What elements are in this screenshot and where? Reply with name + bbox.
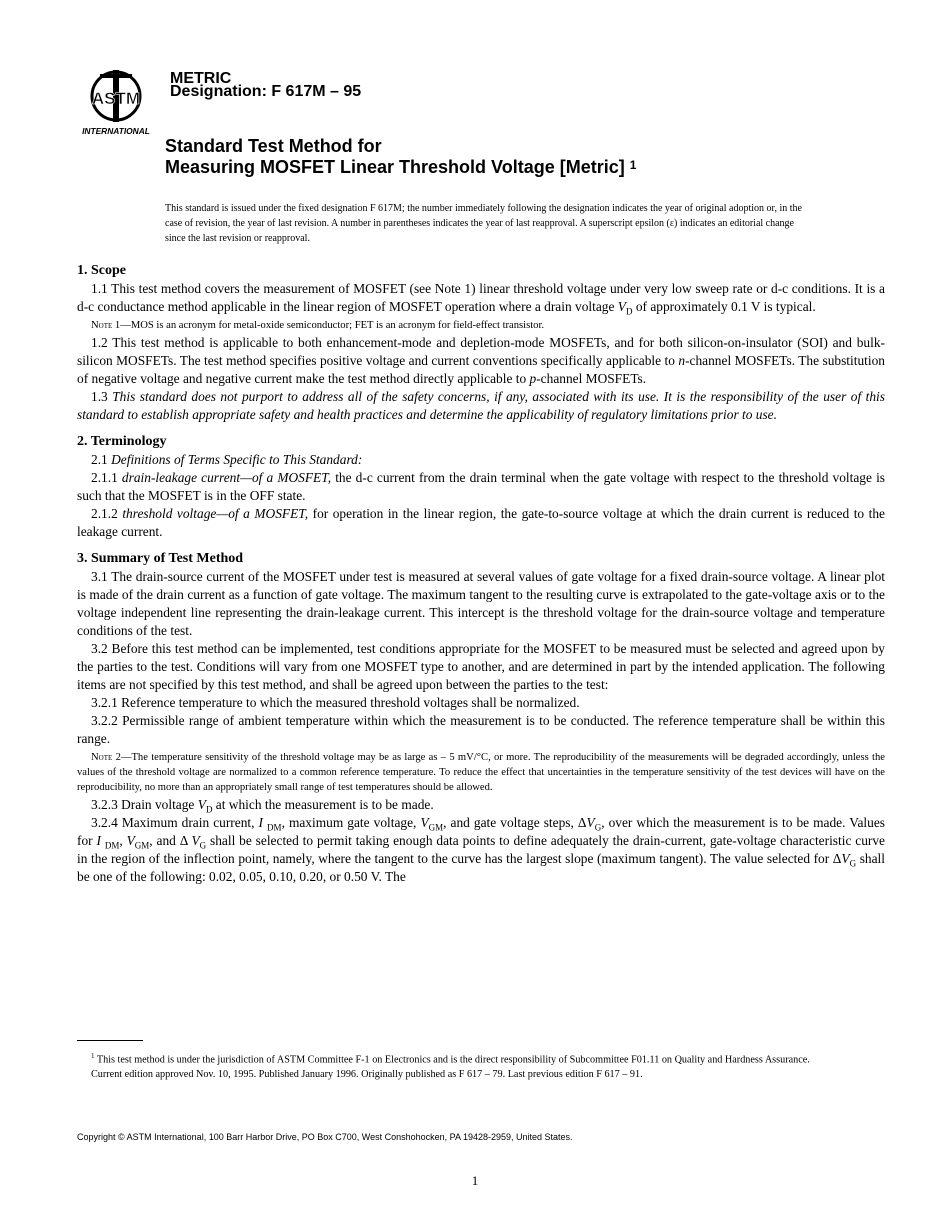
title-line-2 xyxy=(165,156,636,178)
paragraph-3-2-4: 3.2.4 Maximum drain current, I $_{DM}$, maximum gate voltage, $V_{GM}$, and gate voltage steps, $\Delta V_G$, over which the measurement is to be made. Values for I $_{DM}$, $V_{GM}$, and Δ $V_G$ shall be selected to permit taking enough data points to define adequately the drain-current, gate-voltage characteristic curve in the region of the inflection point, namely, where the tangent to the curve has the largest slope (maximum tangent). The value selected for $\Delta V_G$ shall be one of the following: 0.02, 0.05, 0.10, 0.20, or 0.50 V. The xyxy=(77,815,885,884)
title-text: Measuring MOSFET Linear Threshold Voltage [Metric] xyxy=(165,157,625,177)
paragraph-3-1: 3.1 The drain-source current of the MOSFET under test is measured at several values of gate voltage for a fixed drain-source voltage. A linear plot is made of the drain current as a function of gate voltage. The maximum tangent to the resulting curve is extrapolated to the gate-voltage axis or to the voltage independent line representing the drain-leakage current. This intercept is the threshold voltage for the drain-source voltage and temperature conditions of the test. xyxy=(77,569,885,638)
note-1: Note 1—MOS is an acronym for metal-oxide semiconductor; FET is an acronym for field-effect transistor. xyxy=(91,320,545,331)
page-number: 1 xyxy=(471,1173,479,1188)
paragraph-1-2: 1.2 This test method is applicable to both enhancement-mode and depletion-mode MOSFETs, and for both silicon-on-insulator (SOI) and bulk-silicon MOSFETs. The test method specifies positive voltage and current conventions specifically applicable to n-channel MOSFETs. The substitution of negative voltage and negative current make the test method directly applicable to p-channel MOSFETs. xyxy=(77,335,885,386)
section-heading-scope: 1. Scope xyxy=(77,263,126,278)
footnotes xyxy=(77,1049,885,1082)
designation: Designation: F 617M – 95 xyxy=(170,83,362,100)
title-line-1: Standard Test Method for xyxy=(165,136,382,156)
footnote-divider xyxy=(77,1040,143,1041)
logo-text: ASTM xyxy=(91,89,141,108)
section-heading-terminology: 2. Terminology xyxy=(77,434,167,449)
paragraph-3-2: 3.2 Before this test method can be implemented, test conditions appropriate for the MOSFET to be measured must be selected and agreed upon by the parties to the test. Conditions will vary from one MOSFET type to another, and are determined in part by the intended application. The following items are not specified by this test method, and shall be agreed upon between the parties to the test: xyxy=(77,641,885,692)
footnote-1: $^1$ This test method is under the jurisdiction of ASTM Committee F-1 on Electronics and is the direct responsibility of Subcommittee F01.11 on Quality and Hardness Assurance. xyxy=(91,1052,810,1066)
paragraph-3-2-1: 3.2.1 Reference temperature to which the measured threshold voltages shall be normalized. xyxy=(91,695,580,710)
paragraph-2-1-2: 2.1.2 threshold voltage—of a MOSFET, for operation in the linear region, the gate-to-source voltage at which the drain current is reduced to the leakage current. xyxy=(77,506,886,539)
paragraph-1-3: 1.3 This standard does not purport to address all of the safety concerns, if any, associated with its use. It is the responsibility of the user of this standard to establish appropriate safety and health practices and determine the applicability of regulatory limitations prior to use. xyxy=(77,389,885,422)
issuance-note: This standard is issued under the fixed designation F 617M; the number immediately following the designation indicates the year of original adoption or, in the case of revision, the year of last revision. A number in parentheses indicates the year of last reapproval. A superscript epsilon (ε) indicates an editorial change since the last revision or reapproval. xyxy=(165,203,802,244)
metric-label: METRIC xyxy=(170,70,232,87)
document-body xyxy=(77,262,885,886)
paragraph-2-1-1: 2.1.1 drain-leakage current—of a MOSFET, the d-c current from the drain terminal when the gate voltage with respect to the threshold voltage is such that the MOSFET is in the OFF state. xyxy=(77,470,886,503)
paragraph-1-1: 1.1 This test method covers the measurement of MOSFET (see Note 1) linear threshold voltage under very low sweep rate or d-c conditions. It is a d-c conductance method applicable in the linear region of MOSFET operation where a drain voltage $V_D$ of approximately 0.1 V is typical. xyxy=(77,281,885,317)
title-footnote-mark: 1 xyxy=(629,158,637,172)
paragraph-3-2-2: 3.2.2 Permissible range of ambient temperature within which the measurement is to be conducted. The reference temperature shall be within this range. xyxy=(77,713,885,746)
section-heading-summary: 3. Summary of Test Method xyxy=(77,551,244,566)
logo-subtext: INTERNATIONAL xyxy=(82,126,150,136)
copyright-notice: Copyright © ASTM International, 100 Barr Harbor Drive, PO Box C700, West Conshohocken, PA 19428-2959, United States. xyxy=(77,1132,573,1142)
paragraph-2-1: 2.1 Definitions of Terms Specific to This Standard: xyxy=(91,452,363,467)
footnote-2: Current edition approved Nov. 10, 1995. Published January 1996. Originally published as F 617 – 79. Last previous edition F 617 – 91. xyxy=(91,1069,643,1081)
paragraph-3-2-3: 3.2.3 Drain voltage $V_D$ at which the measurement is to be made. xyxy=(91,797,434,815)
astm-logo xyxy=(78,66,158,138)
note-2: Note 2—The temperature sensitivity of the threshold voltage may be as large as – 5 mV/°C, or more. The reproducibility of the measurements will be degraded accordingly, unless the values of the threshold voltage are normalized to a common reference temperature. To reduce the effect that uncertainties in the temperature sensitivity of the test devices will have on the reproducibility, no more than an appropriately small range of test temperatures should be allowed. xyxy=(77,752,885,793)
